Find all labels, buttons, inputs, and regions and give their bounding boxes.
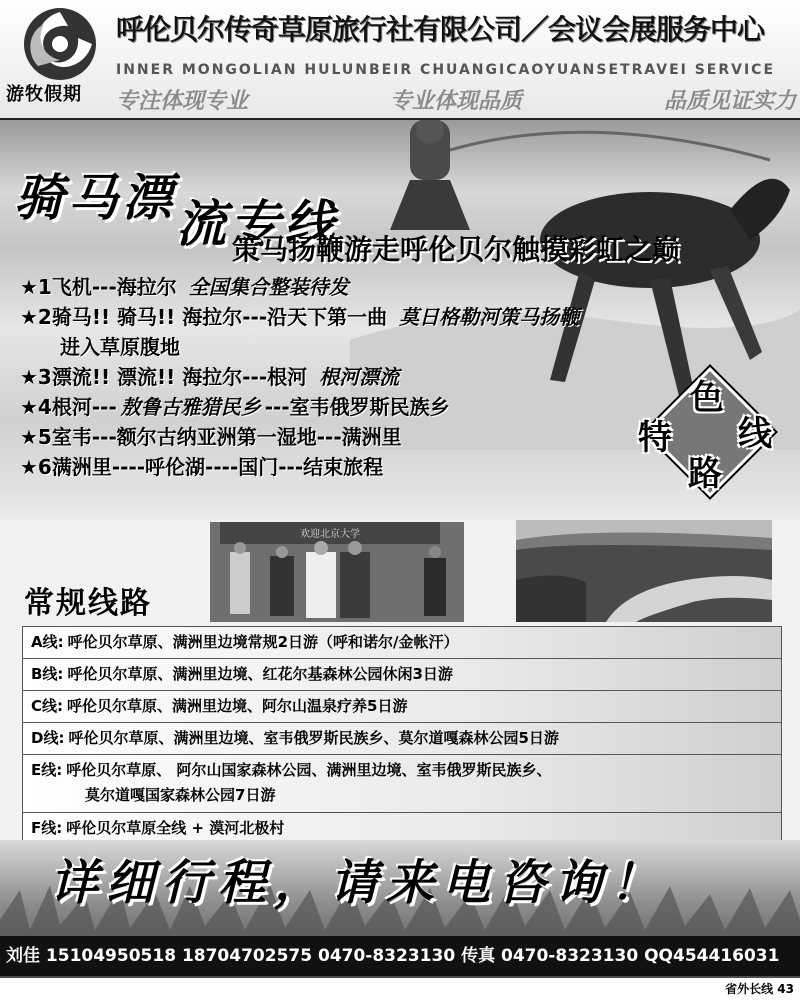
route-text: ---室韦俄罗斯民族乡 [264,395,450,419]
badge-char: 色 [690,378,724,418]
hero-title [14,158,338,253]
bottom-section [0,840,800,1000]
group-photo-image [210,522,464,622]
route-item [20,332,780,362]
route-text: ★1飞机---海拉尔 [20,275,177,299]
line-item-c [22,690,782,722]
page-label: 省外长线 43 [725,982,794,996]
slogan-part: 专业体现品质 [389,89,522,114]
badge-char: 路 [688,454,722,494]
route-text: ★4根河--- [20,395,117,419]
regular-routes-list [22,626,782,845]
logo-text: 游牧假期 [6,84,82,105]
hero-title-line: 骑马漂 [14,168,176,227]
footer [0,978,800,1000]
route-highlight: 根河漂流 [319,365,400,389]
route-highlight: 莫日格勒河策马扬鞭 [399,305,580,329]
route-highlight: 全国集合整装待发 [188,275,349,299]
river-photo [516,520,772,622]
header [0,0,800,120]
line-code: E线: [31,761,63,779]
route-item [20,272,780,302]
line-text: 呼伦贝尔草原、满洲里边境、阿尔山温泉疗养5日游 [67,697,408,715]
line-text: 呼伦贝尔草原全线 + 漠河北极村 [66,819,285,837]
company-name-english: INNER MONGOLIAN HULUNBEIR CHUANGICAOYUANSETRAVEI SERVICE [116,62,776,78]
line-item-d [22,722,782,754]
route-text: ★2骑马!! 骑马!! 海拉尔---沿天下第一曲 [20,305,388,329]
slogan [116,84,796,115]
route-text: ★5室韦---额尔古纳亚洲第一湿地---满洲里 [20,425,402,449]
consult-slogan: 详细行程，请来电咨询！ [50,855,667,911]
logo-icon [8,4,112,84]
route-item [20,302,780,332]
line-text: 呼伦贝尔草原、满洲里边境、红花尔基森林公园休闲3日游 [67,665,453,683]
company-name: 呼伦贝尔传奇草原旅行社有限公司／会议会展服务中心 [116,13,765,46]
line-code: C线: [31,697,64,715]
river-photo-image [516,520,772,622]
hero-title-line: 流专线 [176,194,338,253]
line-code: D线: [31,729,65,747]
photo-banner-text: 欢迎北京大学 [300,529,360,540]
line-item-b [22,658,782,690]
route-text: ★3漂流!! 漂流!! 海拉尔---根河 [20,365,308,389]
line-code: B线: [31,665,64,683]
line-text: 莫尔道嘎国家森林公园7日游 [85,786,276,804]
line-item-e [22,754,782,812]
line-text: 呼伦贝尔草原、满洲里边境常规2日游（呼和诺尔/金帐汗） [67,633,459,651]
special-route-badge [634,370,784,494]
route-highlight: 敖鲁古雅猎民乡 [120,395,261,419]
line-item-a [22,626,782,658]
regular-routes-title: 常规线路 [24,586,152,621]
contact-bar: 刘佳 15104950518 18704702575 0470-8323130 传真 0470-8323130 QQ454416031 [0,936,800,976]
route-text: 进入草原腹地 [60,335,180,359]
group-photo [210,522,464,622]
slogan-part: 品质见证实力 [663,89,796,114]
badge-char: 特 [638,418,672,458]
hero-section [0,120,800,520]
route-text: ★6满洲里----呼伦湖----国门---结束旅程 [20,455,384,479]
slogan-part: 专注体现专业 [116,89,249,114]
hero-subtitle: 策马扬鞭游走呼伦贝尔触摸彩虹之巅 [232,233,681,266]
line-code: F线: [31,819,63,837]
line-text: 呼伦贝尔草原、满洲里边境、室韦俄罗斯民族乡、莫尔道嘎森林公园5日游 [68,729,559,747]
badge-char: 线 [738,414,772,454]
line-text: 呼伦贝尔草原、 阿尔山国家森林公园、满洲里边境、室韦俄罗斯民族乡、 [66,761,552,779]
line-code: A线: [31,633,64,651]
